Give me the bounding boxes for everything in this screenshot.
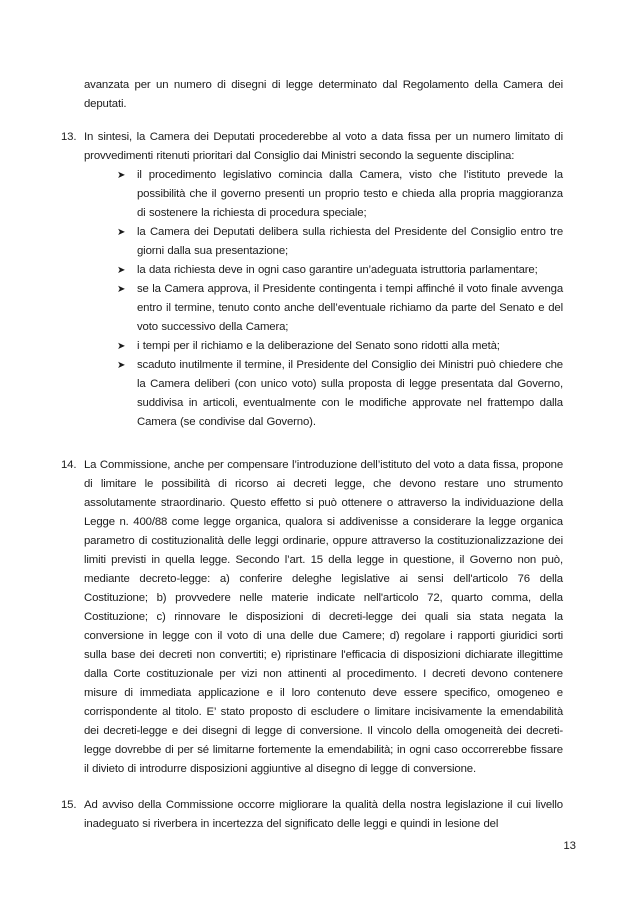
arrow-bullet-icon: ➤	[117, 265, 126, 276]
list-item-14	[61, 456, 563, 779]
item-text: In sintesi, la Camera dei Deputati procederebbe al voto a data fissa per un numero limitato di provvedimenti ritenuti prioritari dal Consiglio dai Ministri secondo la seguente disciplina:	[84, 131, 563, 162]
bullet-item	[117, 337, 563, 356]
bullet-text: il procedimento legislativo comincia dalla Camera, visto che l’istituto prevede la possibilità che il governo presenti un proprio testo e chieda alla propria maggioranza di sostenere la richiesta di procedura speciale;	[137, 169, 563, 219]
item-body: Ad avviso della Commissione occorre migliorare la qualità della nostra legislazione il cui livello inadeguato si riverbera in incertezza del significato delle leggi e quindi in lesione del	[84, 799, 563, 830]
bullet-text: la data richiesta deve in ogni caso garantire un’adeguata istruttoria parlamentare;	[137, 264, 538, 276]
item-number: 14.	[61, 459, 77, 471]
arrow-bullet-icon: ➤	[117, 360, 126, 371]
item-number: 15.	[61, 799, 77, 811]
bullet-item	[117, 223, 563, 261]
arrow-bullet-icon: ➤	[117, 341, 126, 352]
bullet-list	[84, 166, 563, 432]
bullet-text: i tempi per il richiamo e la deliberazione del Senato sono ridotti alla metà;	[137, 340, 500, 352]
item-body: La Commissione, anche per compensare l’introduzione dell’istituto del voto a data fissa, propone di limitare le possibilità di ricorso ai decreti legge, che devono restare uno strumento assolutamente straordinario. Questo effetto si può ottenere o attraverso la individuazione della Legge n. 400/88 come legge organica, qualora si addivenisse a considerare la legge organica parametro di costituzionalità delle leggi ordinarie, oppure attraverso la costituzionalizzazione dei limiti previsti in quella legge. Secondo l’art. 15 della legge in questione, il Governo non può, mediante decreto-legge: a) conferire deleghe legislative ai sensi dell'articolo 76 della Costituzione; b) provvedere nelle materie indicate nell'articolo 72, quarto comma, della Costituzione; c) rinnovare le disposizioni di decreti-legge dei quali sia stata negata la conversione in legge con il voto di una delle due Camere; d) regolare i rapporti giuridici sorti sulla base dei decreti non convertiti; e) ripristinare l'efficacia di disposizioni dichiarate illegittime dalla Corte costituzionale per vizi non attinenti al procedimento. I decreti devono contenere misure di immediata applicazione e il loro contenuto deve essere specifico, omogeneo e corrispondente al titolo. E’ stato proposto di escludere o limitare incisivamente la emendabilità dei decreti-legge e dei disegni di legge di conversione. Il vincolo della omogeneità dei decreti-legge dovrebbe di per sé limitarne fortemente la emendabilità; in ogni caso occorrerebbe fissare il divieto di introdurre disposizioni aggiuntive al disegno di legge di conversione.	[84, 459, 563, 775]
bullet-item	[117, 166, 563, 223]
bullet-item	[117, 356, 563, 432]
continued-paragraph: avanzata per un numero di disegni di legge determinato dal Regolamento della Camera dei deputati.	[84, 79, 563, 110]
bullet-item	[117, 261, 563, 280]
bullet-text: se la Camera approva, il Presidente contingenta i tempi affinché il voto finale avvenga entro il termine, tenuto conto anche dell’eventuale richiamo da parte del Senato e del voto successivo della Camera;	[137, 283, 563, 333]
arrow-bullet-icon: ➤	[117, 227, 126, 238]
page-number: 13	[563, 840, 576, 852]
arrow-bullet-icon: ➤	[117, 284, 126, 295]
list-item-15	[61, 796, 563, 834]
item-number: 13.	[61, 131, 77, 143]
bullet-text: la Camera dei Deputati delibera sulla richiesta del Presidente del Consiglio entro tre giorni dalla sua presentazione;	[137, 226, 563, 257]
item-body	[84, 128, 563, 432]
bullet-text: scaduto inutilmente il termine, il Presidente del Consiglio dei Ministri può chiedere che la Camera deliberi (con unico voto) sulla proposta di legge presentata dal Governo, suddivisa in articoli, eventualmente con le modifiche approvate nel frattempo dalla Camera (se condivise dal Governo).	[137, 359, 563, 428]
arrow-bullet-icon: ➤	[117, 170, 126, 181]
list-item-13	[61, 128, 563, 432]
bullet-item	[117, 280, 563, 337]
